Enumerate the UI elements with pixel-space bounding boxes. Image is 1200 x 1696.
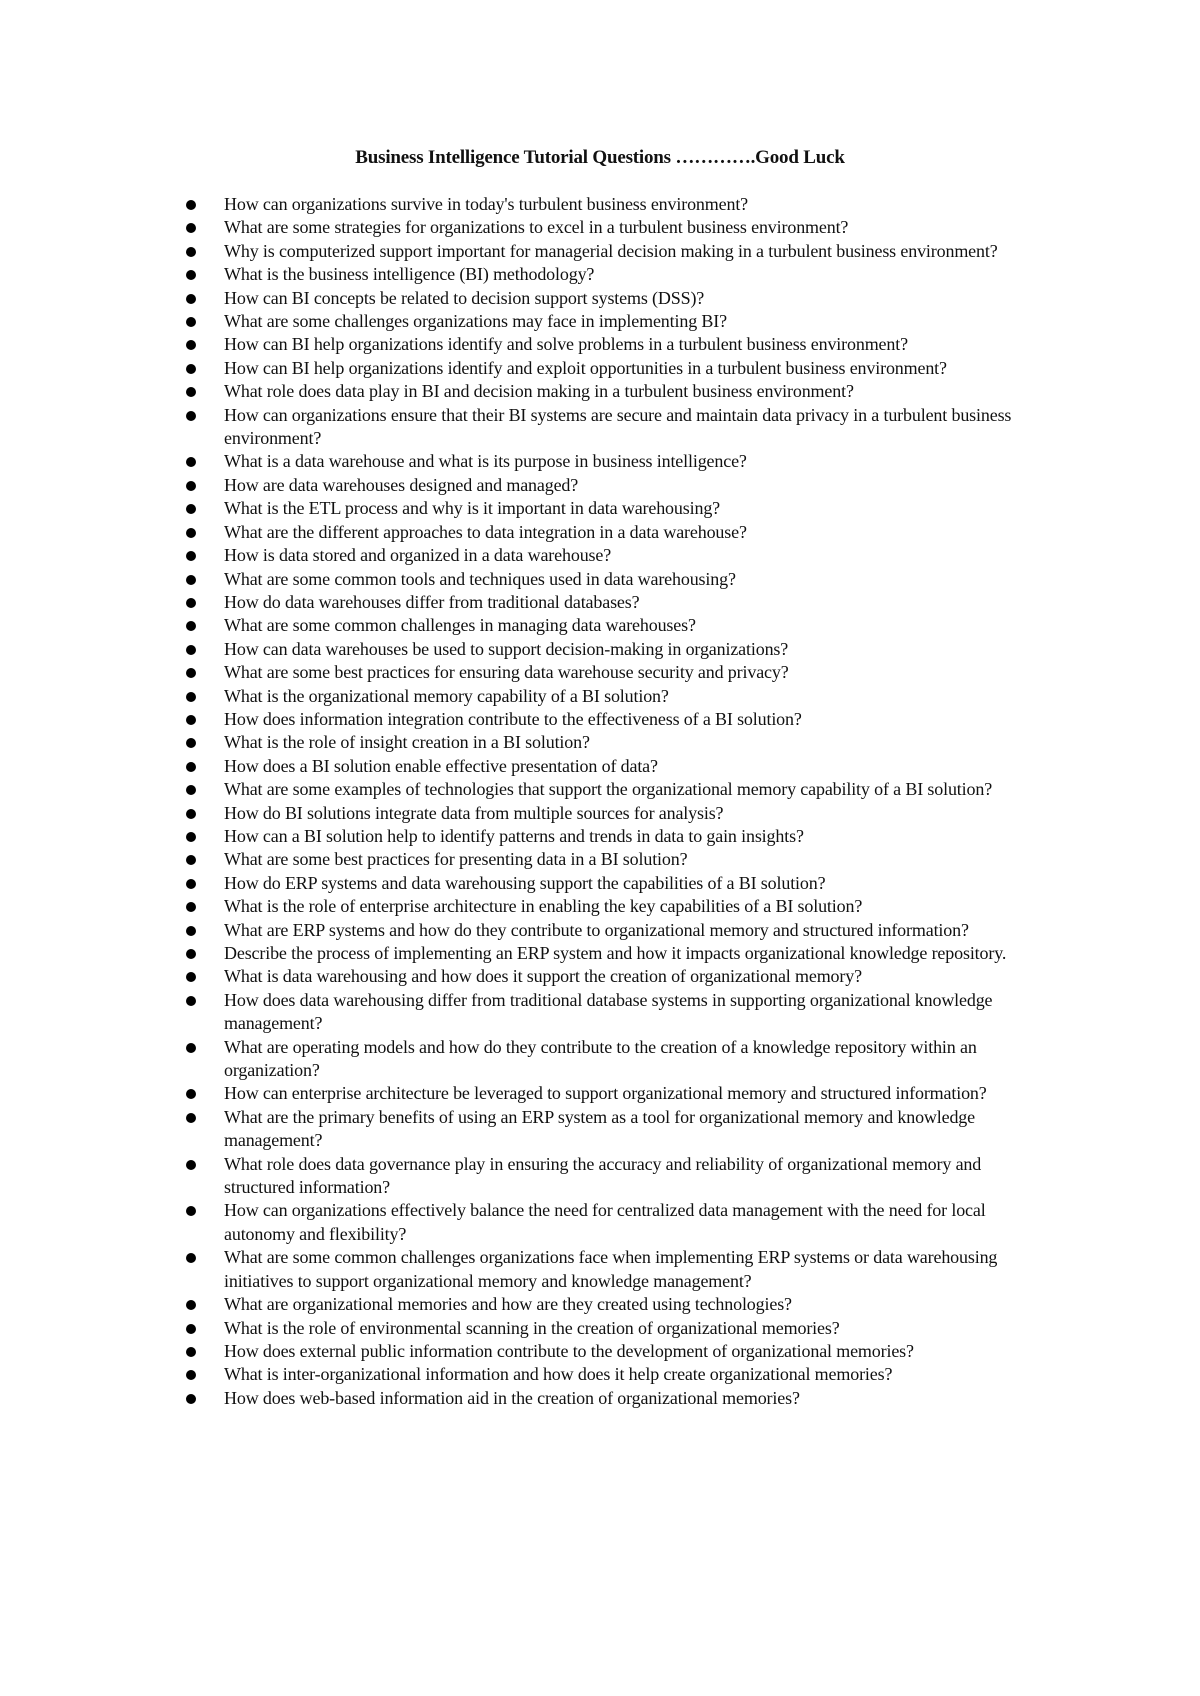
bullet-icon [186,1300,196,1310]
question-text: What are some best practices for ensuring data warehouse security and privacy? [224,662,789,683]
question-item [186,287,1016,310]
bullet-icon [186,1089,196,1099]
bullet-icon [186,738,196,748]
question-text: How can BI help organizations identify and solve problems in a turbulent business environment? [224,334,908,355]
bullet-icon [186,364,196,374]
question-text: What are the different approaches to data integration in a data warehouse? [224,521,747,542]
question-item [186,872,1016,895]
question-text: What is the role of insight creation in a BI solution? [224,732,590,753]
question-text: What is inter-organizational information and how does it help create organizational memories? [224,1364,893,1385]
bullet-icon [186,809,196,819]
question-item [186,521,1016,544]
question-item [186,685,1016,708]
bullet-icon [186,481,196,491]
question-item [186,404,1016,451]
bullet-icon [186,949,196,959]
question-text: How can enterprise architecture be leveraged to support organizational memory and structured information? [224,1083,987,1104]
question-item [186,708,1016,731]
question-text: How does web-based information aid in the creation of organizational memories? [224,1387,800,1408]
question-text: What are some common tools and techniques used in data warehousing? [224,568,736,589]
bullet-icon [186,294,196,304]
question-item [186,1106,1016,1153]
question-text: What role does data governance play in ensuring the accuracy and reliability of organizational memory and structured information? [224,1153,982,1198]
bullet-icon [186,621,196,631]
bullet-icon [186,902,196,912]
question-item [186,895,1016,918]
question-item [186,357,1016,380]
bullet-icon [186,1347,196,1357]
bullet-icon [186,551,196,561]
bullet-icon [186,1043,196,1053]
bullet-icon [186,411,196,421]
bullet-icon [186,972,196,982]
question-text: How do BI solutions integrate data from multiple sources for analysis? [224,802,724,823]
question-text: How does a BI solution enable effective presentation of data? [224,755,658,776]
bullet-icon [186,270,196,280]
question-text: How can BI concepts be related to decision support systems (DSS)? [224,287,705,308]
bullet-icon [186,1394,196,1404]
bullet-icon [186,340,196,350]
question-text: What is data warehousing and how does it support the creation of organizational memory? [224,966,862,987]
question-item [186,544,1016,567]
bullet-icon [186,1253,196,1263]
question-item [186,1317,1016,1340]
question-text: How can data warehouses be used to support decision-making in organizations? [224,638,789,659]
bullet-icon [186,223,196,233]
question-text: How does data warehousing differ from traditional database systems in supporting organizational knowledge management? [224,989,993,1034]
question-text: How is data stored and organized in a data warehouse? [224,545,612,566]
bullet-icon [186,1160,196,1170]
bullet-icon [186,317,196,327]
question-item [186,1340,1016,1363]
bullet-icon [186,200,196,210]
question-item [186,778,1016,801]
bullet-icon [186,692,196,702]
question-item [186,591,1016,614]
question-text: How can organizations ensure that their BI systems are secure and maintain data privacy in a turbulent business environment? [224,404,1012,449]
question-item [186,1293,1016,1316]
question-item [186,240,1016,263]
question-text: What are ERP systems and how do they contribute to organizational memory and structured information? [224,919,969,940]
question-text: How are data warehouses designed and managed? [224,474,579,495]
question-text: How do data warehouses differ from traditional databases? [224,591,640,612]
bullet-icon [186,879,196,889]
question-item [186,919,1016,942]
bullet-icon [186,528,196,538]
bullet-icon [186,1206,196,1216]
question-text: What is the role of enterprise architecture in enabling the key capabilities of a BI solution? [224,896,863,917]
question-item [186,333,1016,356]
question-text: What are some common challenges organizations face when implementing ERP systems or data warehousing initiatives to support organizational memory and knowledge management? [224,1247,998,1291]
question-item [186,802,1016,825]
question-text: What are some challenges organizations may face in implementing BI? [224,311,727,332]
question-text: Why is computerized support important for managerial decision making in a turbulent business environment? [224,240,998,261]
question-text: What are organizational memories and how are they created using technologies? [224,1294,792,1315]
question-item [186,942,1016,965]
question-item [186,1199,1016,1246]
question-text: How can a BI solution help to identify patterns and trends in data to gain insights? [224,825,804,846]
question-item [186,1036,1016,1083]
bullet-icon [186,1113,196,1123]
bullet-icon [186,1370,196,1380]
question-item [186,380,1016,403]
question-text: How can organizations survive in today's turbulent business environment? [224,194,749,214]
question-item [186,755,1016,778]
question-item [186,193,1016,216]
question-item [186,1363,1016,1386]
question-item [186,474,1016,497]
question-item [186,1153,1016,1200]
question-list [186,193,1016,1410]
bullet-icon [186,645,196,655]
question-text: What role does data play in BI and decision making in a turbulent business environment? [224,381,854,402]
question-item [186,497,1016,520]
question-text: What is a data warehouse and what is its purpose in business intelligence? [224,451,747,472]
document-title: Business Intelligence Tutorial Questions ………….Good Luck [355,147,845,168]
question-item [186,614,1016,637]
bullet-icon [186,785,196,795]
bullet-icon [186,926,196,936]
question-item [186,450,1016,473]
bullet-icon [186,247,196,257]
question-item [186,638,1016,661]
bullet-icon [186,504,196,514]
question-item [186,1387,1016,1410]
question-item [186,731,1016,754]
bullet-icon [186,996,196,1006]
question-item [186,216,1016,239]
question-text: How do ERP systems and data warehousing support the capabilities of a BI solution? [224,872,826,893]
question-text: How can BI help organizations identify and exploit opportunities in a turbulent business environment? [224,357,947,378]
bullet-icon [186,387,196,397]
question-text: What are some examples of technologies that support the organizational memory capability of a BI solution? [224,779,993,800]
question-text: Describe the process of implementing an ERP system and how it impacts organizational knowledge repository. [224,943,1007,963]
question-text: What is the organizational memory capability of a BI solution? [224,685,669,706]
bullet-icon [186,575,196,585]
question-item [186,965,1016,988]
question-text: What are the primary benefits of using an ERP system as a tool for organizational memory and knowledge management? [224,1106,975,1151]
bullet-icon [186,457,196,467]
question-text: What are some common challenges in managing data warehouses? [224,615,696,636]
bullet-icon [186,668,196,678]
question-item [186,989,1016,1036]
bullet-icon [186,832,196,842]
question-text: How can organizations effectively balance the need for centralized data management with the need for local autonomy and flexibility? [224,1200,986,1244]
bullet-icon [186,855,196,865]
question-item [186,825,1016,848]
question-item [186,568,1016,591]
question-text: What are some best practices for presenting data in a BI solution? [224,849,688,870]
question-text: How does external public information contribute to the development of organizational memories? [224,1340,914,1361]
question-item [186,1082,1016,1105]
bullet-icon [186,598,196,608]
question-item [186,310,1016,333]
bullet-icon [186,762,196,772]
question-item [186,661,1016,684]
question-item [186,848,1016,871]
question-text: What is the ETL process and why is it important in data warehousing? [224,498,721,519]
question-text: What is the business intelligence (BI) methodology? [224,264,595,285]
question-text: How does information integration contribute to the effectiveness of a BI solution? [224,708,802,729]
question-item [186,263,1016,286]
question-text: What is the role of environmental scanning in the creation of organizational memories? [224,1317,840,1338]
bullet-icon [186,1324,196,1334]
question-item [186,1246,1016,1293]
question-text: What are operating models and how do they contribute to the creation of a knowledge repository within an organization? [224,1036,977,1081]
question-text: What are some strategies for organizations to excel in a turbulent business environment? [224,217,849,238]
bullet-icon [186,715,196,725]
